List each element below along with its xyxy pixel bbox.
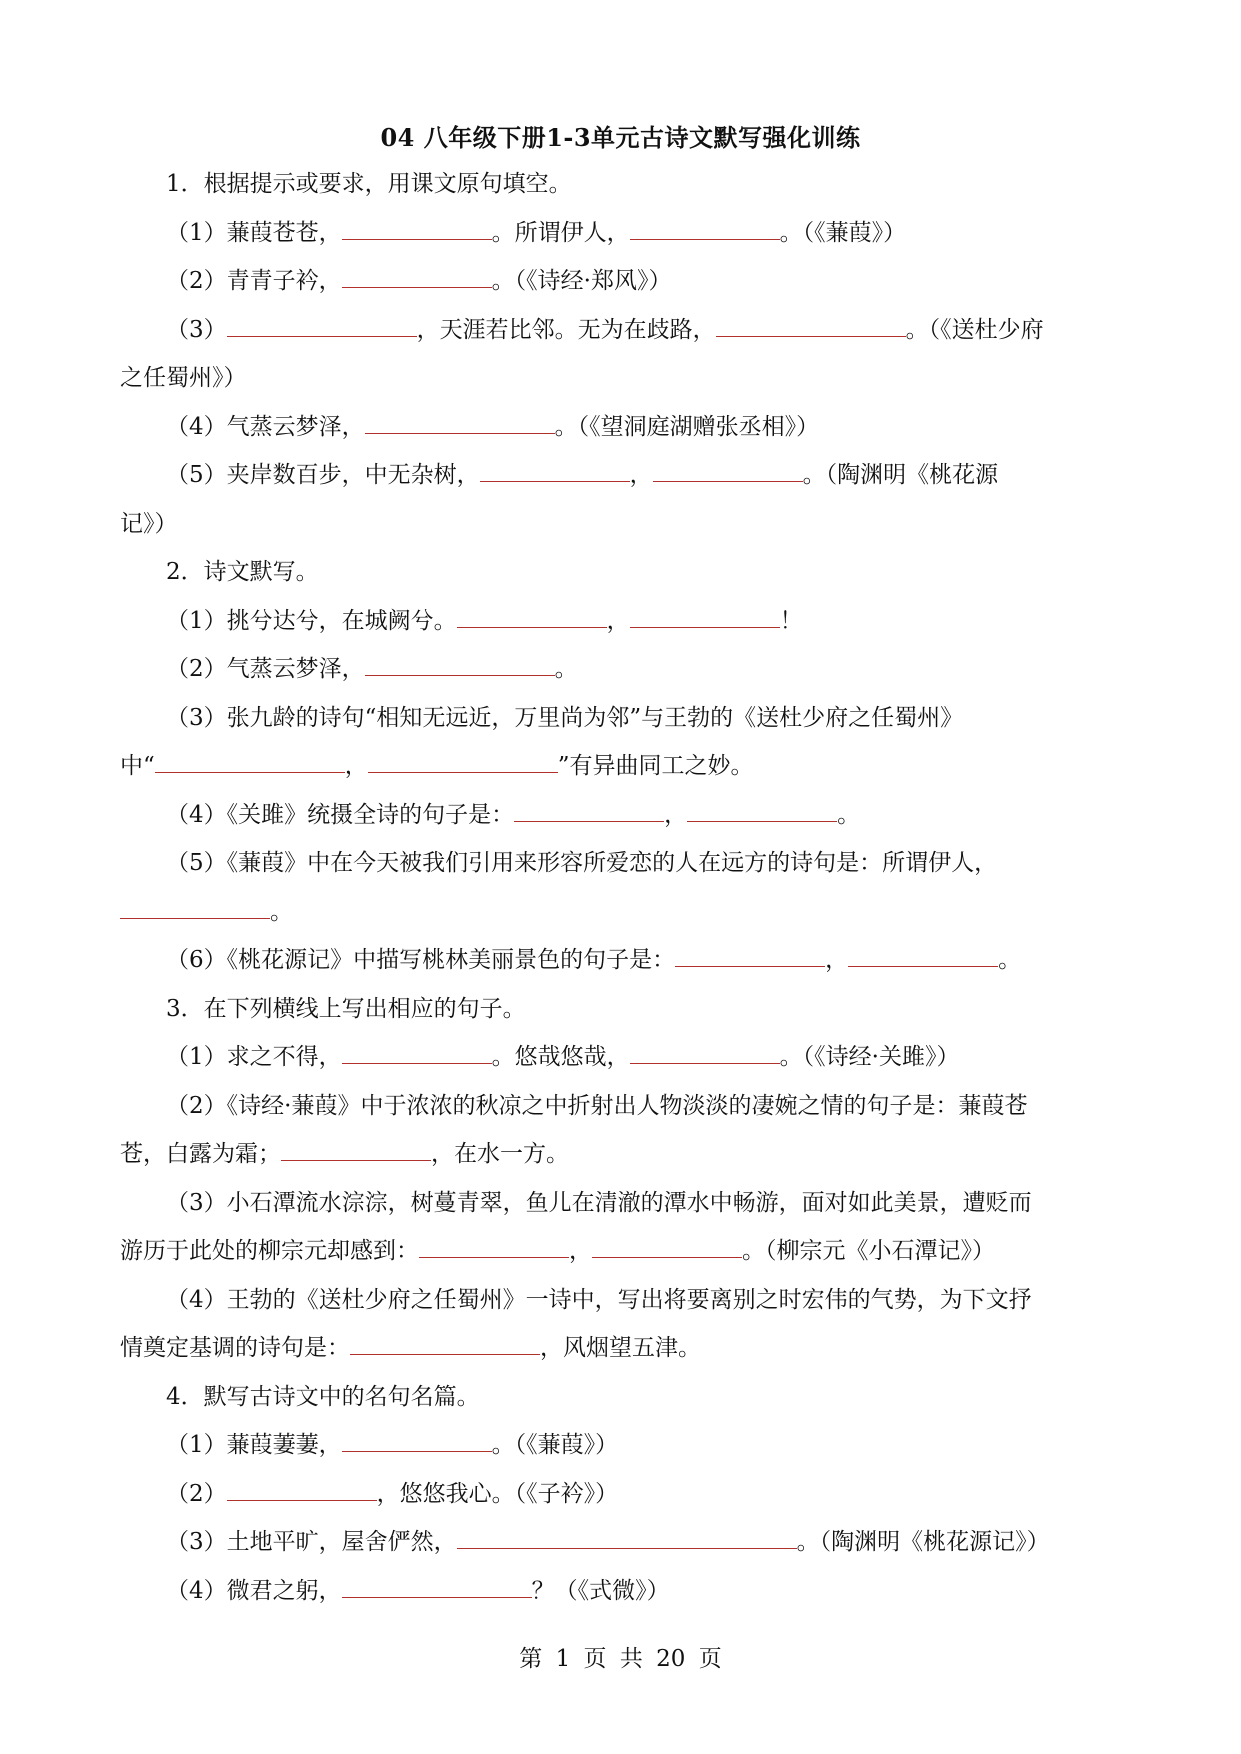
q3-item-2-cont: 苍，白露为霜； ，在水一方。 xyxy=(120,1130,1125,1179)
question-1-heading: 1．根据提示或要求，用课文原句填空。 xyxy=(166,171,572,197)
q2-item-3: （3）张九龄的诗句“相知无远近，万里尚为邻”与王勃的《送杜少府之任蜀州》 xyxy=(166,704,964,731)
answer-blank[interactable] xyxy=(716,306,906,337)
answer-blank[interactable] xyxy=(630,1033,780,1064)
q3-item-2: （2）《诗经·蒹葭》中于浓浓的秋凉之中折射出人物淡淡的凄婉之情的句子是：蒹葭苍 xyxy=(166,1092,1028,1119)
q3-item-1: （1）求之不得， 。悠哉悠哉， 。（《诗经·关雎》） xyxy=(120,1033,1125,1082)
answer-blank[interactable] xyxy=(480,451,630,482)
q1-item-2: （2）青青子衿， 。（《诗经·郑风》） xyxy=(120,257,1125,306)
q4-item-2: （2） ，悠悠我心。（《子衿》） xyxy=(120,1470,1125,1519)
q2-item-2: （2）气蒸云梦泽， 。 xyxy=(120,645,1125,694)
question-4-heading: 4．默写古诗文中的名句名篇。 xyxy=(166,1383,480,1410)
answer-blank[interactable] xyxy=(848,936,998,967)
q1-item-3: （3） ，天涯若比邻。无为在歧路， 。（《送杜少府 xyxy=(120,306,1125,355)
answer-blank[interactable] xyxy=(342,209,492,240)
answer-blank[interactable] xyxy=(281,1130,431,1161)
q4-item-1: （1）蒹葭萋萋， 。（《蒹葭》） xyxy=(120,1421,1125,1470)
q1-item-5: （5）夹岸数百步，中无杂树， ， 。（陶渊明《桃花源 xyxy=(120,451,1125,500)
question-2-heading: 2．诗文默写。 xyxy=(166,559,319,585)
answer-blank[interactable] xyxy=(687,791,837,822)
answer-blank[interactable] xyxy=(350,1324,540,1355)
answer-blank[interactable] xyxy=(653,451,803,482)
q1-item-5-cont: 记》） xyxy=(120,510,178,537)
q1-item-1: （1）蒹葭苍苍， 。所谓伊人， 。（《蒹葭》） xyxy=(120,209,1125,258)
answer-blank[interactable] xyxy=(342,1421,492,1452)
q2-item-3-cont: 中“ ， ”有异曲同工之妙。 xyxy=(120,742,1125,791)
answer-blank[interactable] xyxy=(419,1227,569,1258)
page-number-footer: 第 1 页 共 20 页 xyxy=(519,1646,722,1672)
answer-blank[interactable] xyxy=(155,742,345,773)
answer-blank[interactable] xyxy=(365,645,555,676)
answer-blank[interactable] xyxy=(342,1033,492,1064)
answer-blank[interactable] xyxy=(457,1518,797,1549)
answer-blank[interactable] xyxy=(227,306,417,337)
question-3-heading: 3．在下列横线上写出相应的句子。 xyxy=(166,995,526,1022)
answer-blank[interactable] xyxy=(514,791,664,822)
q3-item-3: （3）小石潭流水淙淙，树蔓青翠，鱼儿在清澈的潭水中畅游，面对如此美景，遭贬而 xyxy=(166,1189,1032,1216)
q2-item-1: （1）挑兮达兮，在城阙兮。 ， ！ xyxy=(120,597,1125,646)
q4-item-3: （3）土地平旷，屋舍俨然， 。（陶渊明《桃花源记》） xyxy=(120,1518,1125,1567)
answer-blank[interactable] xyxy=(342,257,492,288)
q4-item-4: （4）微君之躬， ？（《式微》） xyxy=(120,1567,1125,1616)
q3-item-4: （4）王勃的《送杜少府之任蜀州》一诗中，写出将要离别之时宏伟的气势，为下文抒 xyxy=(166,1286,1032,1313)
q3-item-3-cont: 游历于此处的柳宗元却感到： ， 。（柳宗元《小石潭记》） xyxy=(120,1227,1125,1276)
answer-blank[interactable] xyxy=(365,403,555,434)
q3-item-4-cont: 情奠定基调的诗句是： ，风烟望五津。 xyxy=(120,1324,1125,1373)
q1-item-4: （4）气蒸云梦泽， 。（《望洞庭湖赠张丞相》） xyxy=(120,403,1125,452)
answer-blank[interactable] xyxy=(592,1227,742,1258)
answer-blank[interactable] xyxy=(457,597,607,628)
q1-item-3-cont: 之任蜀州》） xyxy=(120,365,247,391)
q2-item-5-cont: 。 xyxy=(120,888,1125,937)
answer-blank[interactable] xyxy=(368,742,558,773)
answer-blank[interactable] xyxy=(227,1470,377,1501)
answer-blank[interactable] xyxy=(120,888,270,919)
answer-blank[interactable] xyxy=(675,936,825,967)
q2-item-4: （4）《关雎》统摄全诗的句子是： ， 。 xyxy=(120,791,1125,840)
answer-blank[interactable] xyxy=(342,1567,532,1598)
answer-blank[interactable] xyxy=(630,209,780,240)
page-title: 04 八年级下册1-3单元古诗文默写强化训练 xyxy=(380,123,861,152)
q2-item-6: （6）《桃花源记》中描写桃林美丽景色的句子是： ， 。 xyxy=(120,936,1125,985)
exercise-content xyxy=(120,160,1125,1615)
answer-blank[interactable] xyxy=(630,597,780,628)
q2-item-5: （5）《蒹葭》中在今天被我们引用来形容所爱恋的人在远方的诗句是：所谓伊人， xyxy=(166,850,998,876)
